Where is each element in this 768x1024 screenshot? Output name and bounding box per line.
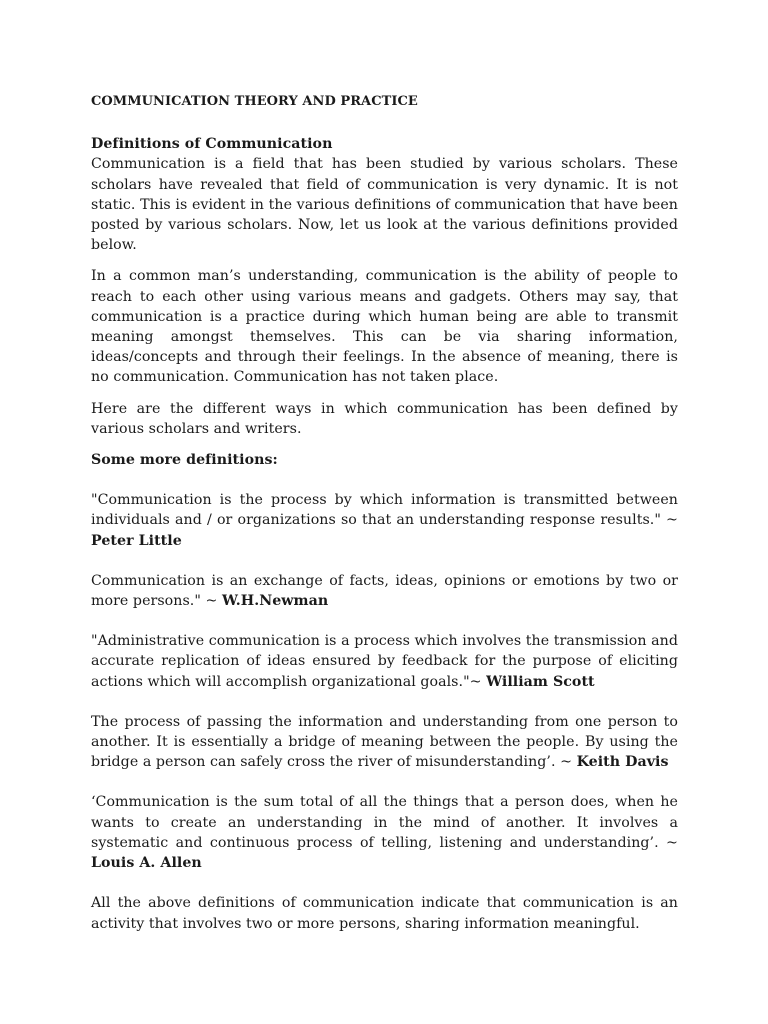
common-man-paragraph: In a common man’s understanding, communication is the ability of people to reach to each other using various means and gadgets. Others may say, that communication is a practice during which human being are able to transmit meaning amongst themselves. This can be via sharing information, ideas/concepts and through their feelings. In the absence of meaning, there is no communication. Communication has not taken place. <box>91 268 678 386</box>
definition-text: "Communication is the process by which information is transmitted between individuals and / or organizations so that an understanding response results." ~ <box>91 492 678 529</box>
more-definitions-heading: Some more definitions: <box>91 452 278 469</box>
definition-author: Keith Davis <box>576 754 669 771</box>
definition-author: William Scott <box>486 673 595 690</box>
conclusion-paragraph: All the above definitions of communication indicate that communication is an activity that involves two or more persons, sharing information meaningful. <box>91 895 678 932</box>
definition-quote <box>91 490 678 551</box>
definition-text: The process of passing the information and understanding from one person to another. It is essentially a bridge of meaning between the people. By using the bridge a person can safely cross the river of misunderstanding’. ~ <box>91 713 678 771</box>
definition-author: W.H.Newman <box>221 593 329 610</box>
definition-text: "Administrative communication is a process which involves the transmission and accurate replication of ideas ensured by feedback for the purpose of eliciting actions which will accomplish organizational goals."~ <box>91 633 678 690</box>
intro-paragraph: Communication is a field that has been studied by various scholars. These scholars have revealed that field of communication is very dynamic. It is not static. This is evident in the various definitions of communication that have been posted by various scholars. Now, let us look at the various definitions provided below. <box>91 156 678 254</box>
definition-quote <box>91 571 678 611</box>
section-heading: Definitions of Communication <box>91 136 333 153</box>
definition-text: ‘Communication is the sum total of all the things that a person does, when he wants to create an understanding in the mind of another. It involves a systematic and continuous process of telling, listening and understanding’. ~ <box>91 794 678 851</box>
definition-quote <box>91 712 678 773</box>
document-title: COMMUNICATION THEORY AND PRACTICE <box>91 94 418 109</box>
document-page <box>91 92 678 934</box>
definition-quote <box>91 631 678 692</box>
definition-author: Louis A. Allen <box>91 855 202 872</box>
definition-author: Peter Little <box>91 532 182 549</box>
definition-text: Communication is an exchange of facts, ideas, opinions or emotions by two or more persons." ~ <box>91 572 678 610</box>
definition-quote <box>91 792 678 873</box>
ways-paragraph: Here are the different ways in which communication has been defined by various scholars and writers. <box>91 400 678 437</box>
